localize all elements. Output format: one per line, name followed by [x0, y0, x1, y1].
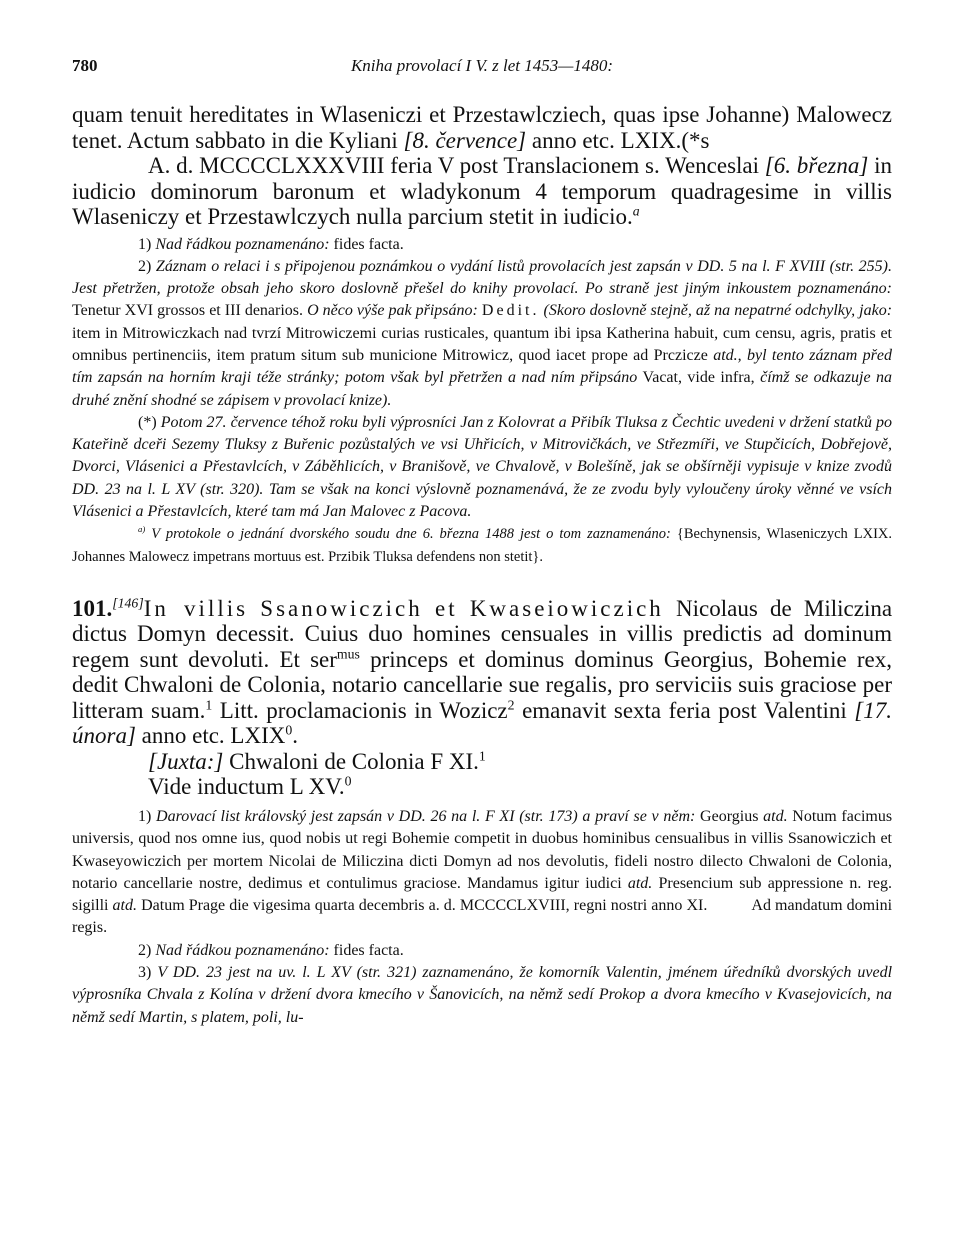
paragraph: [72, 102, 892, 153]
source-text: Notum facimus universis, quod nos omne ius, quod nobis ut regi Bohemie competit in duobus hominibus censualibus in villis Ssanowiczich et Kwaseyowiczich per mortem Nicolai de Miliczina dicti Domyn ad nos devolutis, fideli nostro dilecto Chwaloni de Colonia, notario cancellarie nostre, dedimus et contulimus graciose. Mandamus igitur iudici: [72, 807, 893, 892]
source-text: Presencium sub appressione n. reg. sigilli: [72, 874, 893, 915]
footnote-2: [72, 940, 892, 962]
paragraph: [72, 153, 892, 230]
editor-text: (Skoro doslovně stejně, až na nepatrné odchylky, jako:: [543, 302, 893, 320]
source-text: fides facta.: [333, 235, 404, 253]
source-text: Vacat, vide infra,: [642, 369, 755, 387]
footnote-star: [72, 412, 892, 523]
source-text: Datum Prage die vigesima quarta decembris a. d. MCCCCLXVIII, regni nostri anno XI.: [141, 897, 708, 915]
entry-101: [72, 596, 892, 800]
spaced-text: Kwaseiowiczich: [469, 595, 664, 621]
footnote-a: [72, 523, 892, 568]
editor-text: Záznam o relaci i s připojenou poznámkou o vydání listů provolacích jest zapsán v DD. 5 na l. F XVIII (str. 255). Jest přetržen, protože obsah jeho skoro doslovně přešel do knihy provolací. Po straně jest jiným inkoustem poznamenáno:: [72, 257, 892, 298]
footnote-mark: 3): [138, 964, 152, 982]
footnotes-entry-101: [72, 806, 892, 1029]
footnote-mark: 1): [138, 807, 152, 825]
spacer: [72, 568, 892, 596]
editor-text: atd.: [112, 897, 137, 915]
juxta-line: [72, 749, 892, 775]
text: Vide inductum L XV.: [148, 774, 345, 800]
footnote-mark: a): [138, 524, 146, 535]
source-text: Ad mandatum domini regis.: [72, 897, 893, 937]
footnote-mark: (*): [138, 413, 157, 431]
footnote-mark: 2): [138, 257, 152, 275]
note-mark: 0: [285, 722, 293, 738]
text: A. d. MCCCCLXXXVIII feria V post Translacionem s. Wenceslai: [148, 153, 760, 178]
superscript: mus: [336, 646, 360, 662]
footnote-1: [72, 234, 892, 256]
source-text: Georgius: [700, 807, 759, 825]
folio-mark: [146]: [112, 595, 144, 611]
note-mark: 1: [478, 748, 486, 764]
source-text: item in Mitrowiczkach nad tvrzí Mitrowiczemi curias rusticales, quantum ibi ipsa Katherina habuit, cum censu, agris, pratis et omnibus pertinenciis, item pratum situm sub municione Mitrowicz, quod iacet prope ad Prczicze: [72, 324, 892, 364]
page: [72, 56, 892, 1029]
page-number: 780: [72, 56, 98, 75]
text: emanavit sexta feria post Valentini: [522, 697, 847, 723]
editor-text: Darovací list královský jest zapsán v DD. 26 na l. F XI (str. 173) a praví se v něm:: [156, 807, 696, 825]
editor-text: atd.: [763, 807, 788, 825]
note-mark: 0: [344, 773, 352, 789]
date-note: [17. února]: [72, 697, 892, 749]
previous-entry: [72, 102, 892, 230]
text: quam tenuit hereditates in Wlaseniczi et Przestawlcziech, quas ipse Johanne) Malowecz tenet. Actum sabbato in die Kyliani: [72, 102, 892, 153]
text: anno etc. LXIX.(*s: [531, 127, 710, 153]
footnote-mark: 2): [138, 941, 152, 959]
text: Litt. proclamacionis in Wozicz: [219, 697, 508, 723]
editor-text: atd., byl tento záznam před tím zapsán na horním kraji téže stránky; potom však byl přetržen a nad ním připsáno: [72, 346, 892, 387]
footnote-3: [72, 962, 892, 1029]
date-note: [6. března]: [764, 153, 869, 178]
text: princeps et dominus dominus Georgius, Bohemie rex, dedit Chwaloni de Colonia, notario cancellarie sue regalis, pro serviciis suis graciose per litteram suam.: [72, 646, 892, 723]
footnote-2: [72, 256, 892, 412]
spaced-text: In villis: [143, 595, 249, 621]
date-note: [8. července]: [403, 127, 527, 153]
editor-text: [Juxta:]: [148, 748, 224, 774]
footnote-1: [72, 806, 892, 940]
note-mark: 1: [205, 697, 213, 713]
paragraph: [72, 596, 892, 749]
editor-text: V protokole o jednání dvorského soudu dne 6. března 1488 jest o tom zaznamenáno:: [151, 526, 671, 543]
source-text: Dedit.: [481, 302, 540, 320]
text: Chwaloni de Colonia F XI.: [229, 748, 479, 774]
spaced-text: et: [434, 595, 458, 621]
editor-text: atd.: [627, 874, 653, 892]
editor-text: V DD. 23 jest na uv. l. L XV (str. 321) zaznamenáno, že komorník Valentin, jménem úředníků dvorských uvedl výprosníka Chvala z Kolína v držení dvora kmecího v Šanovicích, na němž sedí Prokop a dvora kmecího v Kvasejovicích, na němž sedí Martin, s platem, poli, lu-: [72, 964, 893, 1026]
entry-number: 101.: [72, 595, 113, 621]
editor-text: Nad řádkou poznamenáno:: [155, 235, 330, 253]
note-mark: 2: [507, 697, 515, 713]
note-mark: a: [632, 203, 640, 219]
page-header: [72, 56, 892, 76]
editor-text: Potom 27. července téhož roku byli výprosníci Jan z Kolovrat a Přibík Tluksa z Čechtic uvedeni v držení statků po Kateřině dceři Sezemy Tluksy z Buřenic pozůstalých ve vsi Uhřicích, v Mitrovičkách, ve Střezmíři, ve Stupčicích, Dobřejově, Dvorci, Vlásenici a Přestavlcích, v Záběhlicích, v Branišově, ve Chvalově, v Bolešíně, jak se obšírněji vypisuje v knize zvodů DD. 23 na l. L XV (str. 320). Tam se však na konci výslovně poznamenává, že ze zvodu byly vyloučeny úroky věnné ve vsích Vlásenici a Přestavlcích, které tam má Jan Malovec z Pacova.: [72, 413, 892, 521]
source-text: Tenetur XVI grossos et III denarios.: [72, 302, 304, 320]
running-title: Kniha provolací I V. z let 1453—1480:: [350, 56, 614, 75]
editor-text: O něco výše pak připsáno:: [307, 302, 478, 320]
editor-text: Nad řádkou poznamenáno:: [155, 941, 330, 959]
footnotes-previous: [72, 234, 892, 568]
text: .: [292, 723, 299, 749]
text: anno etc. LXIX: [141, 723, 286, 749]
source-text: {Bechynensis, Wlaseniczych LXIX. Johannes Malowecz impetrans mortuus est. Przibik Tluksa defendens non stetit}.: [72, 526, 893, 565]
vide-line: [72, 774, 892, 800]
source-text: fides facta.: [333, 941, 404, 959]
editor-text: čímž se odkazuje na druhé znění shodné se zápisem v provolací knize).: [72, 369, 893, 409]
text: Nicolaus de Miliczina dictus Domyn decessit. Cuius duo homines censuales in villis predictis ad dominum regem sunt devoluti. Et ser: [72, 595, 893, 672]
spaced-text: Ssanowiczich: [260, 595, 423, 621]
text: in iudicio dominorum baronum et wladykonum 4 temporum quadragesime in villis Wlaseniczy et Przestawlczych nulla parcium stetit in iudicio.: [72, 153, 893, 229]
footnote-mark: 1): [138, 235, 152, 253]
